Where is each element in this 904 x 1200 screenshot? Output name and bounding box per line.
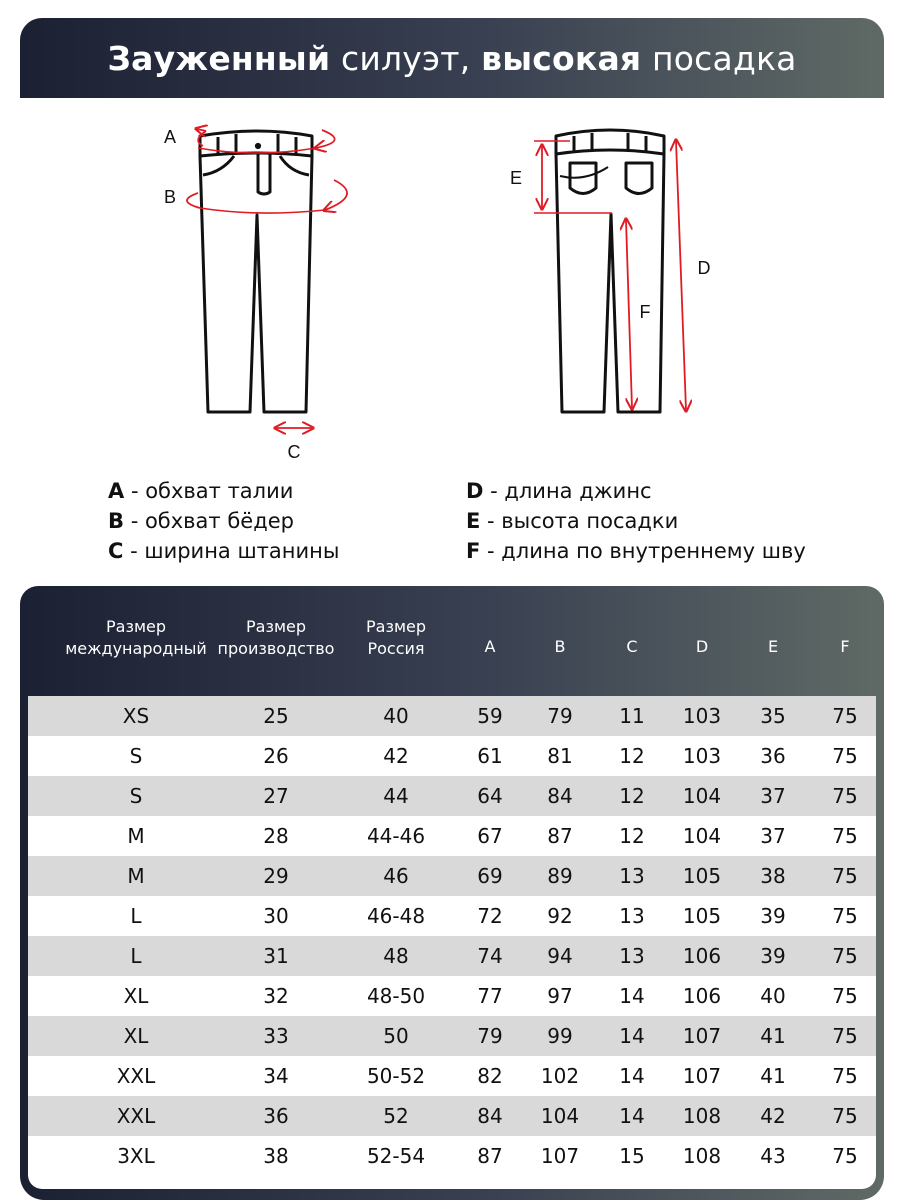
table-cell: 81	[547, 744, 573, 768]
label-f: F	[639, 302, 651, 322]
table-cell: 104	[682, 824, 722, 848]
table-cell: 13	[619, 864, 645, 888]
table-cell: 36	[760, 744, 786, 768]
table-cell: 84	[547, 784, 573, 808]
table-cell: 44-46	[366, 824, 426, 848]
table-cell: 50-52	[366, 1064, 426, 1088]
column-header-line: E	[767, 637, 779, 656]
table-cell: 75	[832, 824, 858, 848]
table-cell: 75	[832, 984, 858, 1008]
title-part-4: посадка	[641, 38, 797, 78]
table-cell: 39	[760, 944, 786, 968]
table-cell: 12	[619, 824, 645, 848]
jeans-front-icon	[200, 131, 312, 412]
table-cell: 75	[832, 1144, 858, 1168]
table-cell: 99	[547, 1024, 573, 1048]
size-table-body	[28, 696, 876, 1189]
table-cell: 41	[760, 1064, 786, 1088]
table-cell: 52	[383, 1104, 409, 1128]
label-e: E	[509, 168, 523, 188]
table-cell: 33	[263, 1024, 289, 1048]
table-cell: 67	[477, 824, 503, 848]
table-cell: 87	[547, 824, 573, 848]
table-cell: 97	[547, 984, 573, 1008]
table-cell: 103	[682, 704, 722, 728]
table-cell: 46-48	[366, 904, 426, 928]
table-cell: 35	[760, 704, 786, 728]
table-cell: 14	[619, 1024, 645, 1048]
table-cell: 50	[383, 1024, 409, 1048]
table-cell: 59	[477, 704, 503, 728]
table-cell: 107	[682, 1024, 722, 1048]
column-header-line: Россия	[367, 639, 425, 658]
table-row	[28, 936, 876, 976]
table-cell: 69	[477, 864, 503, 888]
column-header-line: B	[554, 637, 566, 656]
table-cell: 46	[383, 864, 409, 888]
table-cell: 84	[477, 1104, 503, 1128]
table-cell: 79	[477, 1024, 503, 1048]
table-cell: 38	[263, 1144, 289, 1168]
table-cell: 34	[263, 1064, 289, 1088]
table-cell: 105	[682, 904, 722, 928]
table-cell: 75	[832, 864, 858, 888]
table-cell: 44	[383, 784, 409, 808]
table-cell: 3XL	[117, 1144, 155, 1168]
table-cell: 61	[477, 744, 503, 768]
table-cell: 52-54	[366, 1144, 426, 1168]
legend-item-a: A - обхват талии	[108, 479, 294, 503]
table-row	[28, 1056, 876, 1096]
jeans-back-icon	[556, 130, 664, 412]
table-row	[28, 696, 876, 736]
table-cell: 77	[477, 984, 503, 1008]
table-cell: 106	[682, 984, 722, 1008]
column-header-line: международный	[65, 639, 207, 658]
table-cell: 39	[760, 904, 786, 928]
table-cell: 103	[682, 744, 722, 768]
table-row	[28, 1016, 876, 1056]
column-header-line: Размер	[365, 617, 427, 636]
table-cell: 13	[619, 904, 645, 928]
table-cell: 32	[263, 984, 289, 1008]
table-row	[28, 736, 876, 776]
table-row	[28, 1136, 876, 1176]
table-cell: 107	[540, 1144, 580, 1168]
table-row	[28, 776, 876, 816]
table-cell: 104	[682, 784, 722, 808]
label-a: A	[163, 127, 177, 147]
table-cell: 43	[760, 1144, 786, 1168]
table-cell: 87	[477, 1144, 503, 1168]
table-cell: 104	[540, 1104, 580, 1128]
table-cell: 37	[760, 824, 786, 848]
table-row	[28, 1096, 876, 1136]
column-header-line: D	[695, 637, 709, 656]
legend-right	[466, 476, 806, 566]
table-cell: 14	[619, 1104, 645, 1128]
table-cell: XL	[123, 1024, 149, 1048]
size-table-header	[20, 586, 884, 696]
table-cell: 31	[263, 944, 289, 968]
label-c: C	[287, 442, 301, 462]
table-cell: 28	[263, 824, 289, 848]
table-cell: 41	[760, 1024, 786, 1048]
table-cell: 108	[682, 1144, 722, 1168]
column-header-line: A	[484, 637, 496, 656]
jeans-measurement-diagram	[0, 100, 904, 470]
table-cell: 15	[619, 1144, 645, 1168]
table-cell: 108	[682, 1104, 722, 1128]
table-cell: 48	[383, 944, 409, 968]
table-cell: 105	[682, 864, 722, 888]
label-d: D	[697, 258, 711, 278]
table-cell: 75	[832, 1024, 858, 1048]
column-header-line: C	[626, 637, 638, 656]
table-row	[28, 856, 876, 896]
table-cell: 74	[477, 944, 503, 968]
table-cell: S	[129, 744, 143, 768]
legend-item-c: C - ширина штанины	[108, 539, 340, 563]
table-cell: 13	[619, 944, 645, 968]
table-cell: 75	[832, 784, 858, 808]
legend-item-d: D - длина джинс	[466, 479, 652, 503]
table-cell: 75	[832, 1104, 858, 1128]
column-header-line: Размер	[105, 617, 167, 636]
table-cell: M	[127, 864, 145, 888]
table-cell: 64	[477, 784, 503, 808]
table-cell: 12	[619, 784, 645, 808]
table-cell: 89	[547, 864, 573, 888]
size-table	[20, 586, 884, 1200]
table-cell: 42	[760, 1104, 786, 1128]
table-row	[28, 976, 876, 1016]
table-cell: L	[130, 904, 142, 928]
table-cell: 75	[832, 704, 858, 728]
title-part-1: Зауженный	[107, 38, 331, 78]
table-cell: 94	[547, 944, 573, 968]
table-cell: 72	[477, 904, 503, 928]
table-cell: 36	[263, 1104, 289, 1128]
table-cell: 82	[477, 1064, 503, 1088]
table-cell: XXL	[116, 1104, 156, 1128]
column-header-line: производство	[217, 639, 335, 658]
legend-left	[108, 476, 339, 566]
table-cell: 30	[263, 904, 289, 928]
table-cell: 11	[619, 704, 645, 728]
title-banner	[20, 18, 884, 98]
table-cell: 107	[682, 1064, 722, 1088]
table-cell: S	[129, 784, 143, 808]
table-cell: M	[127, 824, 145, 848]
table-cell: L	[130, 944, 142, 968]
table-cell: 75	[832, 1064, 858, 1088]
table-cell: 38	[760, 864, 786, 888]
column-header	[755, 636, 904, 658]
table-cell: XL	[123, 984, 149, 1008]
table-cell: XXL	[116, 1064, 156, 1088]
table-row	[28, 816, 876, 856]
table-cell: 26	[263, 744, 289, 768]
table-cell: 40	[760, 984, 786, 1008]
table-cell: 106	[682, 944, 722, 968]
title-part-2: силуэт,	[330, 38, 482, 78]
column-header-line: Размер	[245, 617, 307, 636]
label-b: B	[163, 187, 177, 207]
table-cell: 12	[619, 744, 645, 768]
legend-item-e: E - высота посадки	[466, 509, 679, 533]
table-cell: 37	[760, 784, 786, 808]
legend-item-f: F - длина по внутреннему шву	[466, 539, 806, 563]
table-cell: XS	[122, 704, 150, 728]
table-cell: 29	[263, 864, 289, 888]
table-cell: 92	[547, 904, 573, 928]
table-cell: 75	[832, 944, 858, 968]
title-part-3: высокая	[481, 38, 642, 78]
table-cell: 14	[619, 1064, 645, 1088]
table-cell: 40	[383, 704, 409, 728]
legend-item-b: B - обхват бёдер	[108, 509, 294, 533]
table-cell: 79	[547, 704, 573, 728]
table-cell: 102	[540, 1064, 580, 1088]
table-cell: 42	[383, 744, 409, 768]
table-cell: 75	[832, 904, 858, 928]
table-cell: 14	[619, 984, 645, 1008]
table-row	[28, 896, 876, 936]
table-cell: 25	[263, 704, 289, 728]
table-cell: 27	[263, 784, 289, 808]
table-cell: 75	[832, 744, 858, 768]
table-cell: 48-50	[366, 984, 426, 1008]
column-header-line: F	[840, 637, 850, 656]
